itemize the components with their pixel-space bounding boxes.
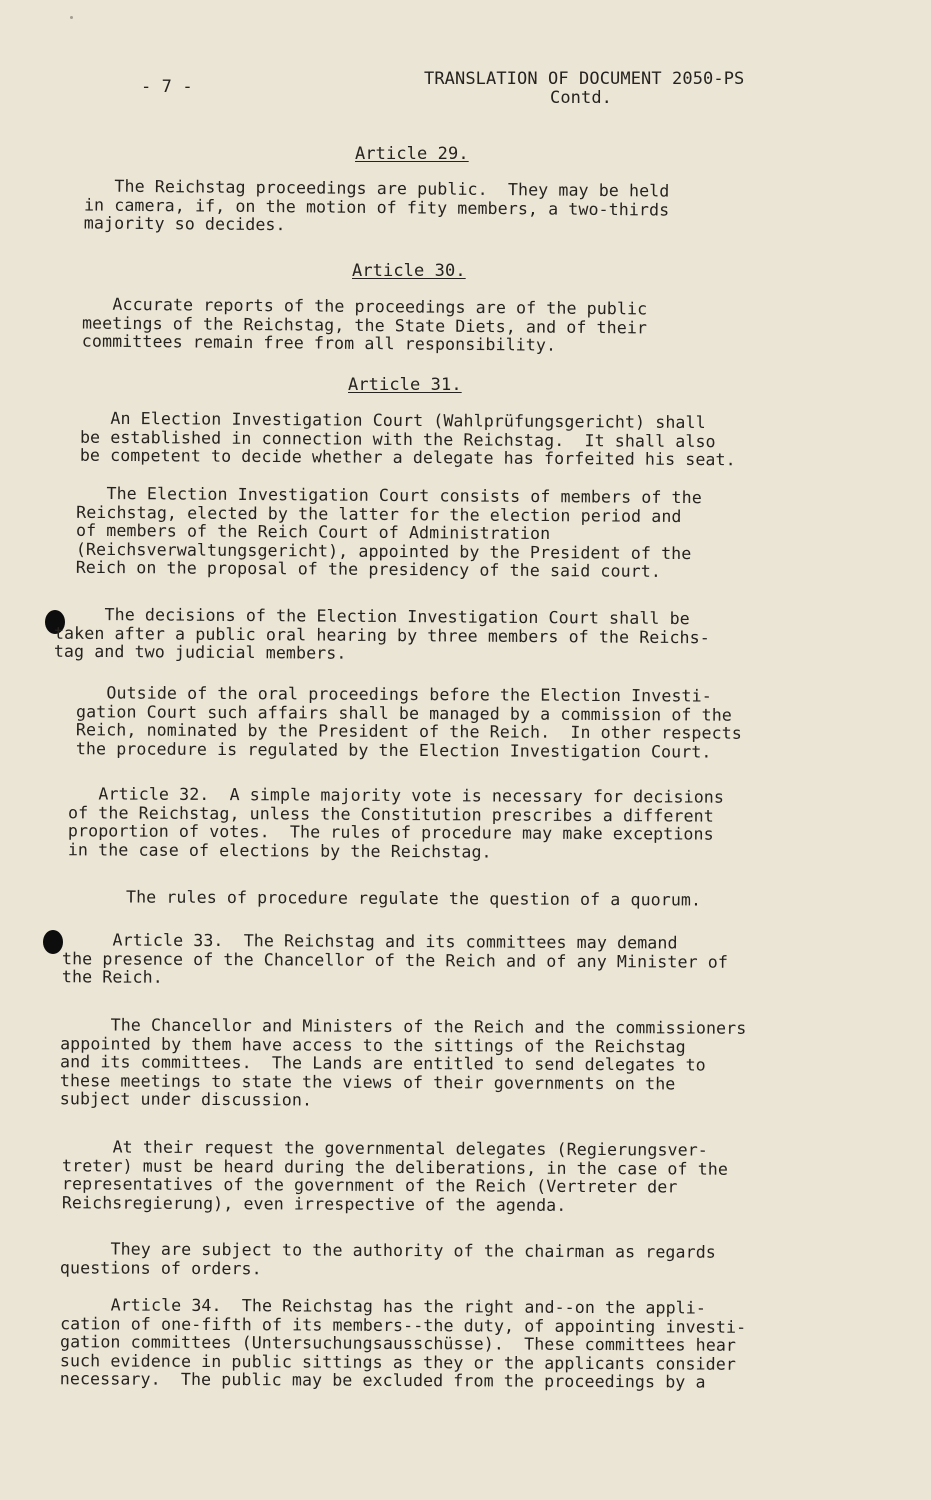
punch-hole-bottom	[43, 930, 63, 954]
article-31-paragraph-3: The decisions of the Election Investigation Court shall be taken after a public oral hearing by three members of the Reichs- tag and two judicial members.	[53, 604, 710, 663]
article-33-paragraph-2: The Chancellor and Ministers of the Reich and the commissioners appointed by them have access to the sittings of the Reichstag and its committees. The Lands are entitled to send delegates to these meetings to state the views of their governments on the subject under discussion.	[59, 1015, 747, 1110]
article-31-paragraph-2: The Election Investigation Court consists of members of the Reichstag, elected by the latter for the election period and of members of the Reich Court of Administration (Reichsverwaltungsgericht), appointed by the President of the Reich on the proposal of the presidency of the said court.	[75, 483, 702, 582]
article-32-paragraph-1: Article 32. A simple majority vote is necessary for decisions of the Reichstag, unless the Constitution prescribes a different proportion of votes. The rules of procedure may make exceptions in the case of elections by the Reichstag.	[67, 784, 725, 862]
document-continued: Contd.	[550, 88, 613, 108]
article-31-paragraph-1: An Election Investigation Court (Wahlprüfungsgericht) shall be established in connection with the Reichstag. It shall also be competent to decide whether a delegate has forfeited his seat.	[79, 408, 736, 470]
article-32-paragraph-2: The rules of procedure regulate the question of a quorum.	[125, 887, 702, 910]
article-30-paragraph: Accurate reports of the proceedings are of the public meetings of the Reichstag, the State Diets, and of their committees remain free from all responsibility.	[81, 294, 648, 355]
article-29-paragraph: The Reichstag proceedings are public. They may be held in camera, if, on the motion of fity members, a two-thirds majority so decides.	[83, 176, 670, 235]
page-number: - 7 -	[141, 77, 193, 97]
paper-speck	[70, 16, 73, 19]
article-31-paragraph-4: Outside of the oral proceedings before the Election Investi- gation Court such affairs shall be managed by a commission of the Reich, nominated by the President of the Reich. In other respects the procedure is regulated by the Election Investigation Court.	[75, 683, 742, 762]
article-33-paragraph-3: At their request the governmental delegates (Regierungsver- treter) must be heard during the deliberations, in the case of the representatives of the government of the Reich (Vertreter der Reichsregierung), even irrespective of the agenda.	[61, 1137, 729, 1215]
article-30-heading: Article 30.	[352, 261, 466, 281]
article-34-paragraph: Article 34. The Reichstag has the right and--on the appli- cation of one-fifth of its members--the duty, of appointing investi- gation committees (Untersuchungsausschüsse). These committees hear such evidence in public sittings as they or the applicants consider necessary. The public may be excluded from the proceedings by a	[59, 1295, 747, 1392]
article-29-heading: Article 29.	[355, 144, 469, 164]
article-33-paragraph-1: Article 33. The Reichstag and its committees may demand the presence of the Chancellor of the Reich and of any Minister of the Reich.	[61, 930, 729, 987]
document-title: TRANSLATION OF DOCUMENT 2050-PS	[424, 69, 745, 89]
article-33-paragraph-4: They are subject to the authority of the chairman as regards questions of orders.	[59, 1239, 716, 1278]
article-31-heading: Article 31.	[348, 375, 462, 395]
